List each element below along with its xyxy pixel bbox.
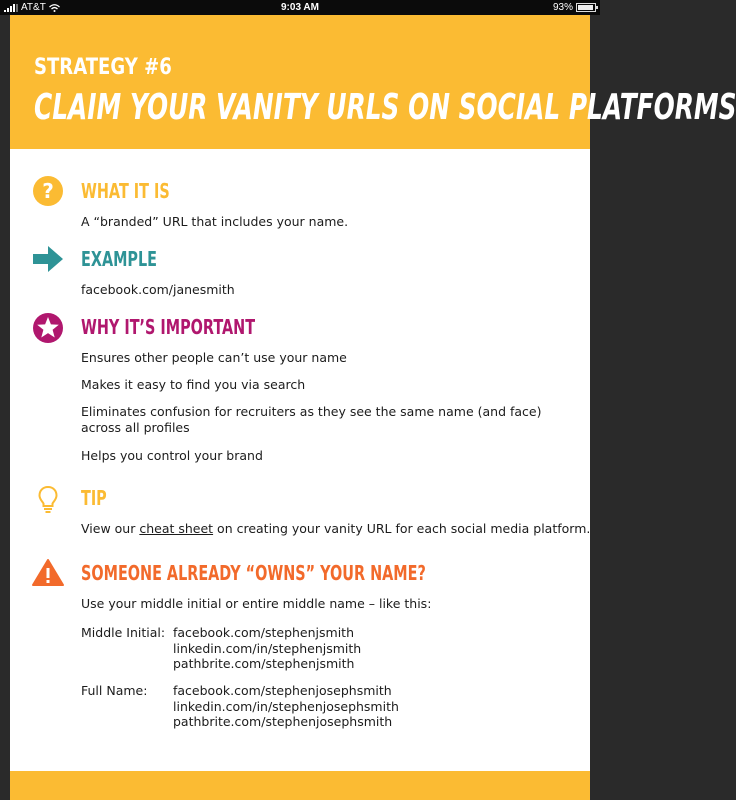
lightbulb-icon: [32, 483, 64, 515]
status-bar: [0, 0, 600, 15]
carrier-label: AT&T: [21, 2, 46, 13]
status-right: [553, 0, 596, 15]
tip-text-before: View our: [81, 521, 140, 536]
owns-name-title: SOMEONE ALREADY “OWNS” YOUR NAME?: [81, 561, 426, 585]
star-icon: [32, 312, 64, 344]
header-banner: [10, 15, 736, 149]
battery-level: [578, 5, 593, 10]
footer-band: [10, 771, 590, 800]
full-name-block: [81, 683, 501, 733]
why-item-3: Eliminates confusion for recruiters as they see the same name (and face) across all profiles: [81, 404, 542, 435]
what-it-is-text: A “branded” URL that includes your name.: [81, 214, 349, 229]
owns-name-intro: Use your middle initial or entire middle name – like this:: [81, 596, 432, 611]
why-important-title: WHY IT’S IMPORTANT: [81, 315, 256, 339]
warning-icon: [32, 557, 64, 589]
full-name-url: linkedin.com/in/stephenjosephsmith: [173, 698, 399, 714]
tip-text: [81, 521, 590, 537]
why-item-4: Helps you control your brand: [81, 448, 263, 463]
why-item-2: Makes it easy to find you via search: [81, 377, 306, 392]
example-title: EXAMPLE: [81, 247, 157, 271]
owns-name-heading: [81, 560, 560, 586]
what-it-is-heading: [81, 178, 204, 204]
clock: 9:03 AM: [281, 2, 319, 13]
battery-icon: [576, 3, 596, 12]
battery-percent: 93%: [552, 2, 573, 13]
full-name-url: pathbrite.com/stephenjosephsmith: [173, 714, 393, 729]
svg-text:?: ?: [42, 179, 54, 203]
cheat-sheet-link[interactable]: cheat sheet: [139, 521, 214, 536]
why-important-heading: [81, 314, 323, 340]
why-item-1: Ensures other people can’t use your name: [81, 350, 347, 365]
tip-text-after: on creating your vanity URL for each social media platform.: [213, 521, 591, 536]
middle-initial-block: [81, 625, 501, 675]
infographic-page[interactable]: [10, 15, 736, 800]
middle-initial-url: facebook.com/stephenjsmith: [173, 625, 355, 640]
full-name-urls: [173, 683, 399, 730]
what-it-is-title: WHAT IT IS: [81, 179, 170, 203]
middle-initial-urls: [173, 625, 361, 672]
tip-heading: [81, 485, 117, 511]
middle-initial-url: pathbrite.com/stephenjsmith: [173, 656, 355, 671]
arrow-right-icon: [32, 243, 64, 275]
question-icon: [32, 175, 64, 207]
page-title: CLAIM YOUR VANITY URLS ON SOCIAL PLATFORMS: [34, 87, 736, 128]
middle-initial-label: Middle Initial:: [81, 625, 166, 640]
strategy-number: STRATEGY #6: [34, 55, 172, 80]
full-name-label: Full Name:: [81, 683, 148, 698]
full-name-url: facebook.com/stephenjosephsmith: [173, 683, 392, 698]
example-heading: [81, 246, 187, 272]
example-text: facebook.com/janesmith: [81, 282, 235, 297]
tip-title: TIP: [81, 486, 107, 510]
middle-initial-url: linkedin.com/in/stephenjsmith: [173, 640, 362, 656]
